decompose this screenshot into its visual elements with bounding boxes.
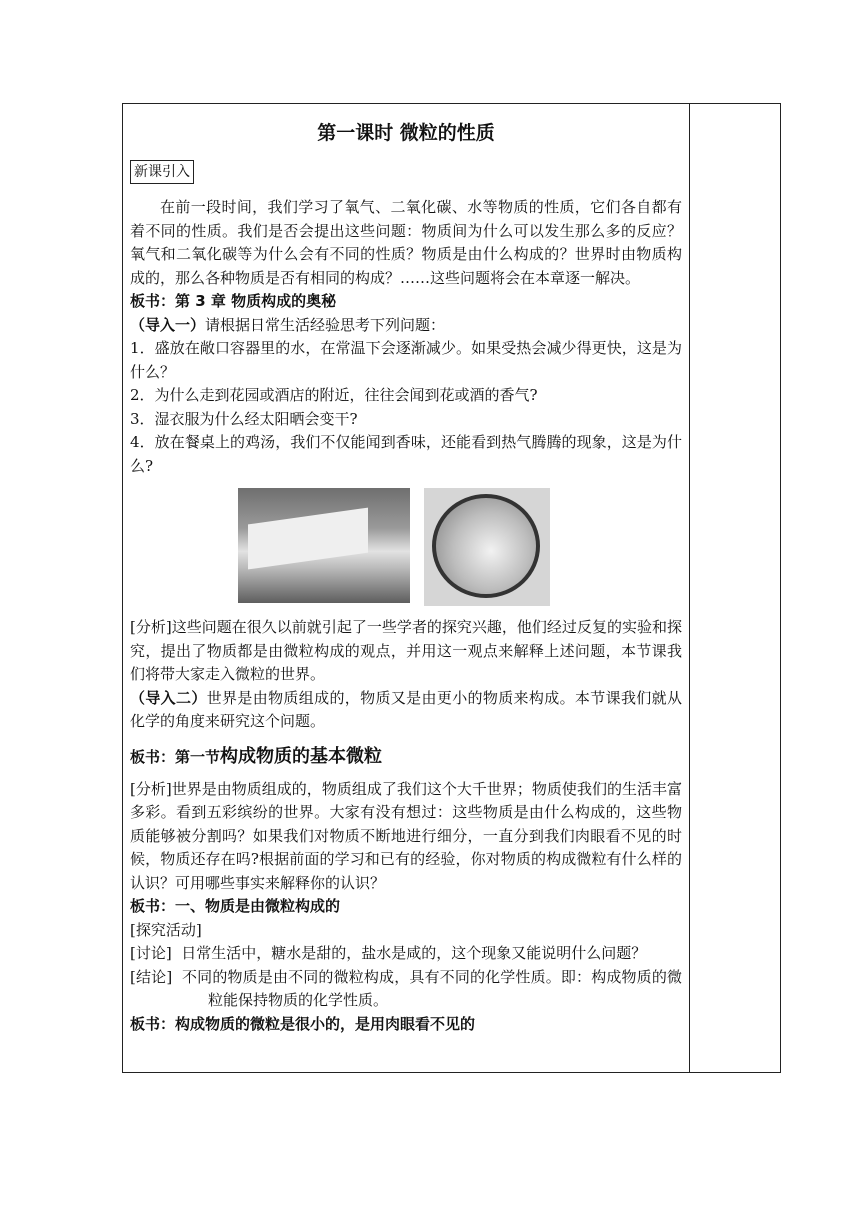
lead-2 xyxy=(130,687,682,734)
clothes-on-line xyxy=(248,508,368,570)
lead-1-label: （导入一） xyxy=(130,315,206,334)
lead-1-text: 请根据日常生活经验思考下列问题： xyxy=(205,315,446,334)
analysis-2-label: [分析] xyxy=(130,779,172,798)
board-heading-4: 板书：构成物质的微粒是很小的，是用肉眼看不见的 xyxy=(130,1014,476,1033)
discussion xyxy=(130,942,682,966)
discuss-text: 日常生活中，糖水是甜的，盐水是咸的，这个现象又能说明什么问题？ xyxy=(181,944,647,962)
discuss-label: [讨论] xyxy=(130,944,172,962)
lead-2-text: 世界是由物质组成的，物质又是由更小的物质来构成。本节课我们就从化学的角度来研究这个问题。 xyxy=(130,688,682,730)
board-2-main: 构成物质的基本微粒 xyxy=(220,745,383,767)
dish-photo xyxy=(424,488,550,606)
conclusion xyxy=(130,966,682,1013)
board-heading-3: 板书：一、物质是由微粒构成的 xyxy=(130,897,341,915)
analysis-1-text: 这些问题在很久以前就引起了一些学者的探究兴趣，他们经过反复的实验和探究，提出了物质都是由微粒构成的观点，并用这一观点来解释上述问题，本节课我们将带大家走入微粒的世界。 xyxy=(130,618,682,683)
board-2-prefix: 板书：第一节 xyxy=(130,747,221,766)
illustration-photos xyxy=(238,488,550,606)
analysis-1 xyxy=(130,616,682,687)
lead-2-label: （导入二） xyxy=(130,688,207,707)
lead-1 xyxy=(130,314,682,338)
analysis-1-label: [分析] xyxy=(130,618,172,636)
board-heading-1: 板书：第 3 章 物质构成的奥秘 xyxy=(130,292,337,310)
lesson-content xyxy=(130,108,682,1036)
column-divider xyxy=(689,103,690,1073)
question-4: 4．放在餐桌上的鸡汤，我们不仅能闻到香味，还能看到热气腾腾的现象，这是为什么? xyxy=(130,433,682,475)
board-heading-2 xyxy=(130,742,682,772)
analysis-2 xyxy=(130,778,682,896)
question-2: 2．为什么走到花园或酒店的附近，往往会闻到花或酒的香气? xyxy=(130,386,538,404)
intro-paragraph: 在前一段时间，我们学习了氧气、二氧化碳、水等物质的性质，它们各自都有着不同的性质。我们是否会提出这些问题：物质间为什么可以发生那么多的反应？氧气和二氧化碳等为什么会有不同的性质？物质是由什么构成的？世界时由物质构成的，那么各种物质是否有相同的构成？……这些问题将会在本章逐一解决。 xyxy=(130,198,682,287)
page-title: 第一课时 微粒的性质 xyxy=(317,122,495,144)
conclusion-label: [结论] xyxy=(130,967,173,986)
drying-clothes-photo xyxy=(238,488,410,603)
question-1: 1．盛放在敞口容器里的水，在常温下会逐渐减少。如果受热会减少得更快，这是为什么？ xyxy=(130,339,682,381)
question-3: 3．湿衣服为什么经太阳晒会变干? xyxy=(130,409,358,428)
petri-dish xyxy=(432,494,540,598)
explore-label: [探究活动] xyxy=(130,920,202,939)
section-label: 新课引入 xyxy=(130,160,194,184)
analysis-2-text: 世界是由物质组成的，物质组成了我们这个大千世界；物质使我们的生活丰富多彩。看到五彩缤纷的世界。大家有没有想过：这些物质是由什么构成的，这些物质能够被分割吗？如果我们对物质不断地进行细分，一直分到我们肉眼看不见的时候，物质还存在吗?根据前面的学习和已有的经验，你对物质的构成微粒有什么样的认识？可用哪些事实来解释你的认识？ xyxy=(130,779,682,892)
conclusion-text: 不同的物质是由不同的微粒构成，具有不同的化学性质。即：构成物质的微粒能保持物质的化学性质。 xyxy=(182,967,682,1009)
